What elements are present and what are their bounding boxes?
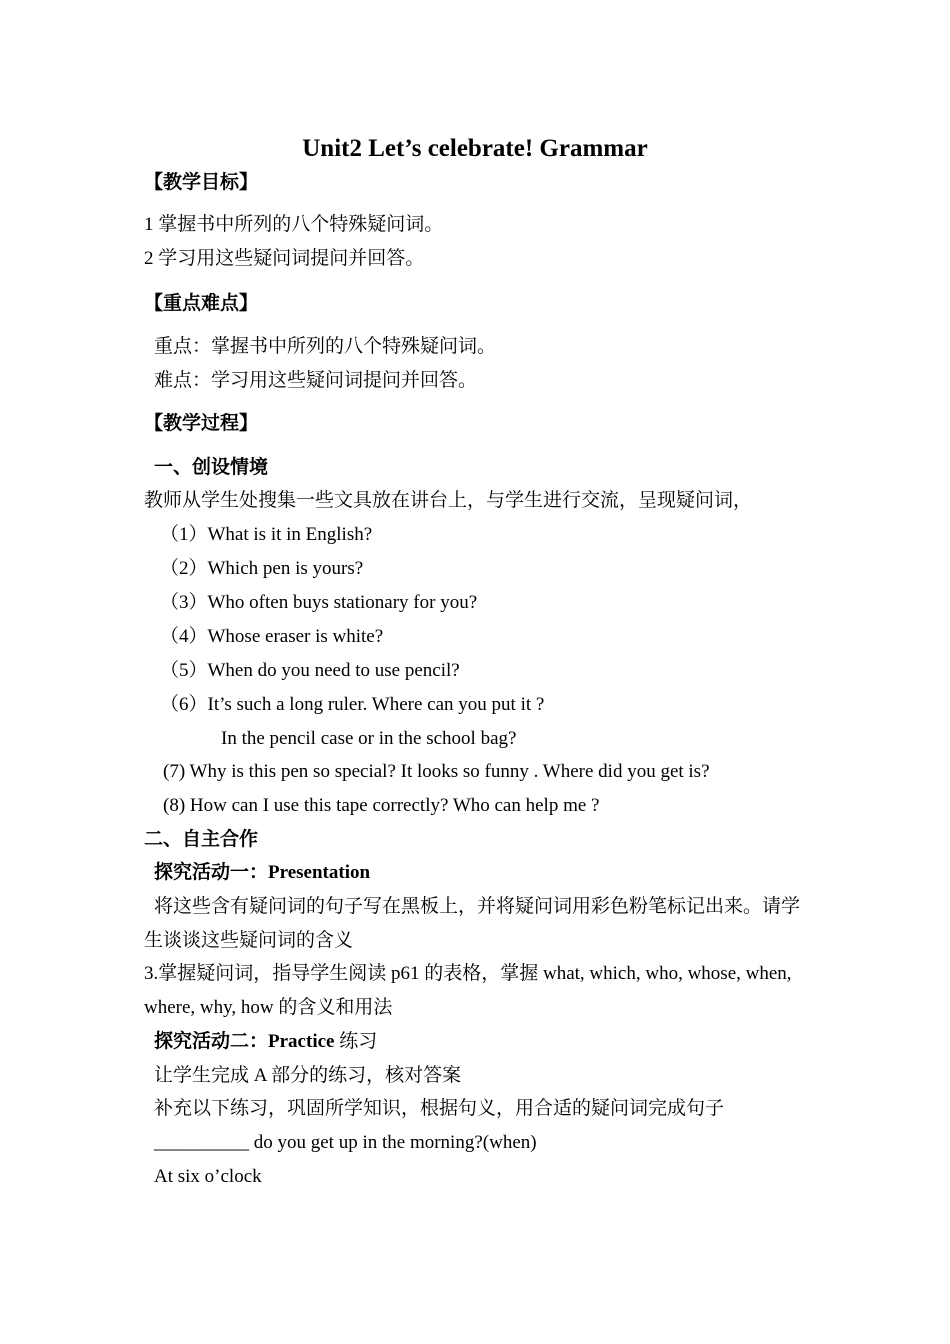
part1-intro: 教师从学生处搜集一些文具放在讲台上，与学生进行交流，呈现疑问词， bbox=[144, 490, 753, 511]
activity2-suffix: 练习 bbox=[334, 1031, 378, 1052]
activity1-label: 探究活动一： bbox=[154, 862, 269, 883]
objective-item-1: 1 掌握书中所列的八个特殊疑问词。 bbox=[144, 214, 444, 235]
exercise-answer: At six o’clock bbox=[154, 1166, 262, 1187]
activity2-text1: 让学生完成 A 部分的练习，核对答案 bbox=[154, 1065, 462, 1086]
objective-item-2: 2 学习用这些疑问词提问并回答。 bbox=[144, 248, 425, 269]
part2-heading: 二、自主合作 bbox=[144, 829, 259, 850]
objectives-heading: 【教学目标】 bbox=[144, 172, 259, 193]
question-6: （6）It’s such a long ruler. Where can you put it ? bbox=[160, 694, 545, 715]
activity2-label: 探究活动二： bbox=[154, 1031, 269, 1052]
activity2-name: Practice bbox=[268, 1031, 335, 1052]
question-6-continuation: In the pencil case or in the school bag? bbox=[221, 728, 517, 749]
activity2-text2: 补充以下练习，巩固所学知识，根据句义，用合适的疑问词完成句子 bbox=[154, 1098, 725, 1119]
key-points-heading: 【重点难点】 bbox=[144, 293, 259, 314]
focus-text: 重点：掌握书中所列的八个特殊疑问词。 bbox=[154, 336, 497, 357]
question-5: （5）When do you need to use pencil? bbox=[160, 660, 460, 681]
activity1-text-line2: 生谈谈这些疑问词的含义 bbox=[144, 930, 354, 951]
question-4: （4）Whose eraser is white? bbox=[160, 626, 384, 647]
question-8: (8) How can I use this tape correctly? Who can help me ? bbox=[163, 795, 600, 816]
exercise-question: __________ do you get up in the morning?(when) bbox=[154, 1132, 537, 1153]
activity1-text-line1: 将这些含有疑问词的句子写在黑板上，并将疑问词用彩色粉笔标记出来。请学 bbox=[154, 896, 801, 917]
question-2: （2）Which pen is yours? bbox=[160, 558, 364, 579]
difficulty-text: 难点：学习用这些疑问词提问并回答。 bbox=[154, 370, 478, 391]
part1-heading: 一、创设情境 bbox=[154, 457, 269, 478]
question-1: （1）What is it in English? bbox=[160, 524, 373, 545]
activity1-title bbox=[154, 861, 370, 885]
question-3: （3）Who often buys stationary for you? bbox=[160, 592, 478, 613]
activity1-name: Presentation bbox=[268, 862, 371, 883]
question-7: (7) Why is this pen so special? It looks so funny . Where did you get is? bbox=[163, 761, 710, 782]
step3-line2: where, why, how 的含义和用法 bbox=[144, 997, 393, 1018]
activity2-title bbox=[154, 1030, 377, 1054]
page-title: Unit2 Let’s celebrate! Grammar bbox=[302, 135, 648, 162]
process-heading: 【教学过程】 bbox=[144, 413, 259, 434]
step3-line1: 3.掌握疑问词，指导学生阅读 p61 的表格，掌握 what, which, who, whose, when, bbox=[144, 963, 792, 984]
